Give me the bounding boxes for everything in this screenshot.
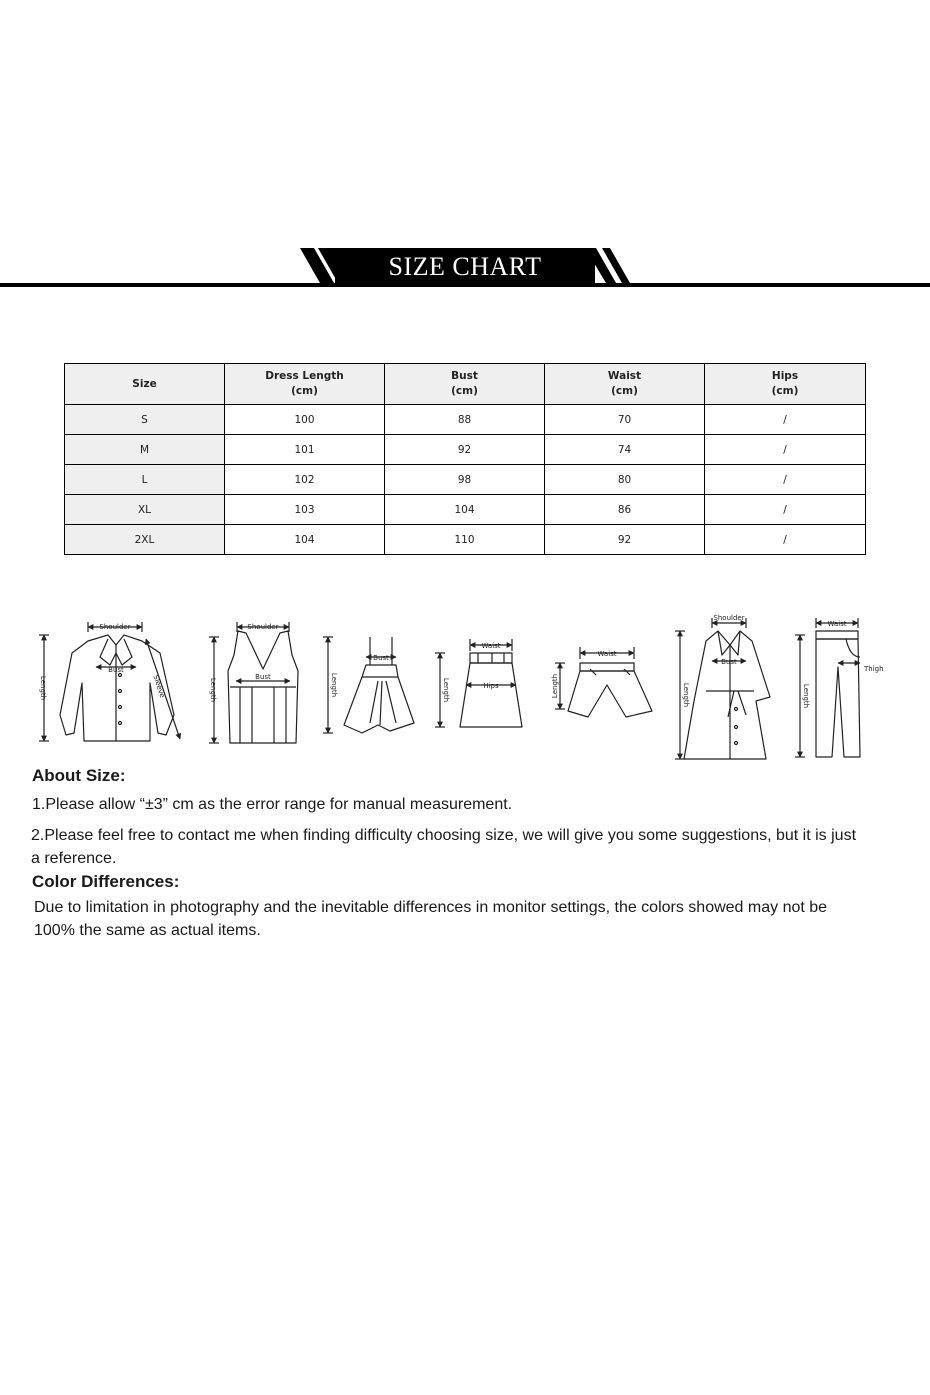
cell-waist: 92 xyxy=(545,525,705,555)
cell-hips: / xyxy=(705,465,866,495)
vest-label-center: Bust xyxy=(255,673,271,681)
header-bust xyxy=(385,364,545,405)
cell-bust: 104 xyxy=(385,495,545,525)
cell-bust: 98 xyxy=(385,465,545,495)
cell-dress-length: 103 xyxy=(225,495,385,525)
cell-size: 2XL xyxy=(65,525,225,555)
table-row xyxy=(65,405,866,435)
cell-hips: / xyxy=(705,405,866,435)
cell-waist: 80 xyxy=(545,465,705,495)
cell-dress-length: 102 xyxy=(225,465,385,495)
shorts-label-left: Length xyxy=(551,673,559,699)
diagram-strip xyxy=(30,605,900,770)
cell-bust: 88 xyxy=(385,405,545,435)
cell-waist: 74 xyxy=(545,435,705,465)
table-row xyxy=(65,495,866,525)
header-dress-length xyxy=(225,364,385,405)
shirt-label-center: Bust xyxy=(108,666,124,674)
header-hips xyxy=(705,364,866,405)
color-differences-heading: Color Differences: xyxy=(32,872,180,891)
color-differences-text: Due to limitation in photography and the inevitable differences in monitor settings, the colors showed may not be 100% the same as actual items. xyxy=(34,899,828,939)
table-header-row xyxy=(65,364,866,405)
cell-size: M xyxy=(65,435,225,465)
coat-label-top: Shoulder xyxy=(713,614,745,622)
header-size-name: Size xyxy=(132,377,157,390)
dress-label-top: Bust xyxy=(373,654,389,662)
cell-dress-length: 100 xyxy=(225,405,385,435)
shirt-label-top: Shoulder xyxy=(99,623,131,631)
vest-diagram-icon xyxy=(209,622,298,743)
cell-size: XL xyxy=(65,495,225,525)
shorts-label-top: Waist xyxy=(597,650,617,658)
vest-label-top: Shoulder xyxy=(247,623,279,631)
header-size xyxy=(65,364,225,405)
coat-label-center: Bust xyxy=(721,658,737,666)
about-size-note-1: 1.Please allow “±3” cm as the error range for manual measurement. xyxy=(32,796,513,813)
cell-hips: / xyxy=(705,435,866,465)
about-size-heading: About Size: xyxy=(32,766,126,785)
pants-label-left: Length xyxy=(802,683,810,709)
skirt-label-center: Hips xyxy=(483,682,499,690)
table-row xyxy=(65,465,866,495)
table-row xyxy=(65,525,866,555)
header-dress-length-unit: (cm) xyxy=(291,385,318,397)
cell-dress-length: 104 xyxy=(225,525,385,555)
vest-label-left: Length xyxy=(209,677,217,703)
about-size-note-2: 2.Please feel free to contact me when finding difficulty choosing size, we will give you some suggestions, but it is just a reference. xyxy=(31,827,857,867)
pants-label-right: Thigh xyxy=(864,665,884,673)
cell-bust: 110 xyxy=(385,525,545,555)
cell-dress-length: 101 xyxy=(225,435,385,465)
cell-bust: 92 xyxy=(385,435,545,465)
size-chart-banner xyxy=(0,0,930,300)
skirt-label-top: Waist xyxy=(481,642,501,650)
header-bust-name: Bust xyxy=(451,370,478,382)
coat-label-left: Length xyxy=(682,682,690,708)
cell-waist: 86 xyxy=(545,495,705,525)
pants-label-top: Waist xyxy=(827,620,847,628)
size-table xyxy=(64,363,866,555)
header-hips-unit: (cm) xyxy=(771,385,799,397)
cell-size: S xyxy=(65,405,225,435)
header-waist xyxy=(545,364,705,405)
page-title: SIZE CHART xyxy=(388,252,542,281)
header-waist-unit: (cm) xyxy=(611,385,638,397)
cell-hips: / xyxy=(705,525,866,555)
shirt-label-right: Sleeve xyxy=(151,673,167,699)
header-dress-length-name: Dress Length xyxy=(265,370,344,382)
table-row xyxy=(65,435,866,465)
header-bust-unit: (cm) xyxy=(451,385,478,397)
cell-hips: / xyxy=(705,495,866,525)
header-hips-name: Hips xyxy=(771,370,799,382)
dress-label-left: Length xyxy=(330,672,338,698)
skirt-label-left: Length xyxy=(442,677,450,703)
cell-size: L xyxy=(65,465,225,495)
cell-waist: 70 xyxy=(545,405,705,435)
measurement-diagrams xyxy=(30,605,900,770)
header-waist-name: Waist xyxy=(607,370,642,382)
shirt-label-left: Length xyxy=(39,675,47,701)
